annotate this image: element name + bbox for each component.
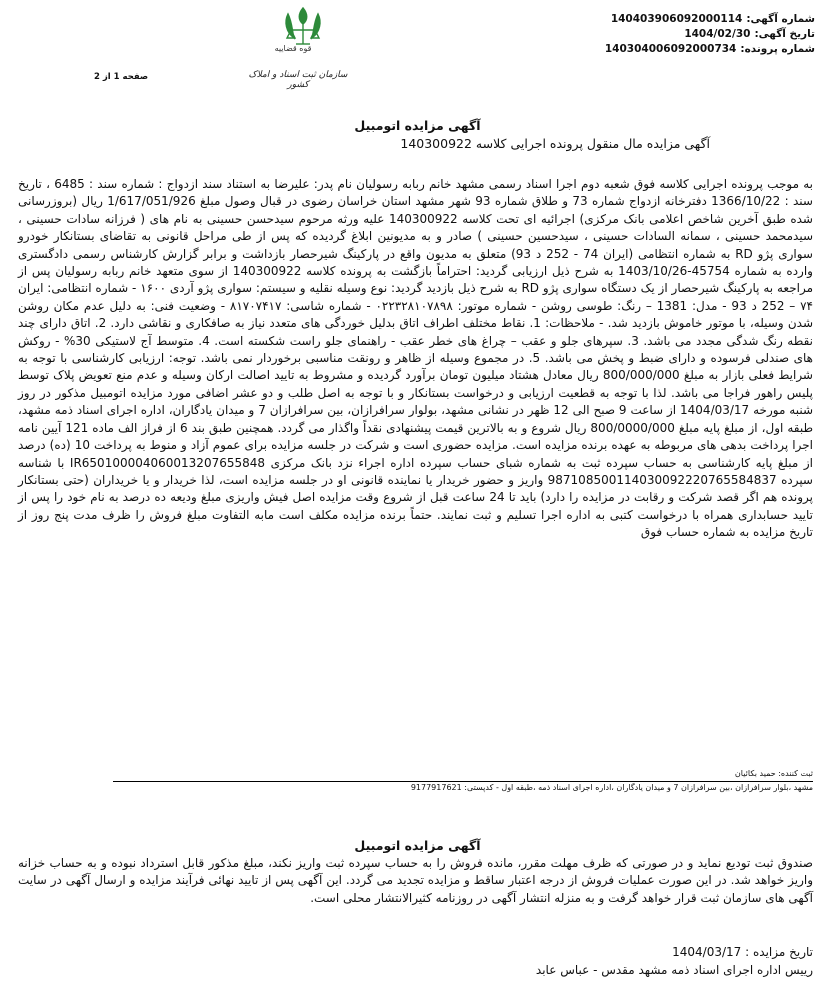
registrar-row bbox=[113, 768, 813, 782]
ad-number-label: شماره آگهی: bbox=[746, 13, 815, 25]
ad-number: 140403906092000114 bbox=[610, 13, 743, 25]
file-number-row bbox=[395, 42, 815, 57]
auction-date-label: تاریخ مزایده : bbox=[745, 945, 813, 959]
notice-metadata bbox=[395, 12, 815, 57]
registrar-block bbox=[113, 768, 813, 794]
ad-date-row bbox=[395, 27, 815, 42]
department-head: رییس اداره اجرای اسناد ذمه مشهد مقدس - عباس عابد bbox=[535, 963, 813, 977]
registrar-name: حمید بکائیان bbox=[734, 769, 776, 778]
notice-title: آگهی مزایده اتومبیل bbox=[354, 118, 481, 133]
notice-title-continued: آگهی مزایده اتومبیل bbox=[354, 838, 481, 853]
registrar-address: مشهد ،بلوار سرافرازان ،بین سرافرازان 7 و میدان یادگاران ،اداره اجرای اسناد ذمه ،طبقه اول - کدپستی: 9177917621 bbox=[410, 783, 813, 792]
page-number: صفحه 1 از 2 bbox=[94, 72, 149, 82]
ad-number-row bbox=[395, 12, 815, 27]
judiciary-label: قوه قضاییه bbox=[274, 44, 312, 53]
organization-name: سازمان ثبت اسناد و املاک کشور bbox=[248, 70, 348, 90]
notice-body-continued: صندوق ثبت تودیع نماید و در صورتی که ظرف مهلت مقرر، مانده فروش را به حساب سپرده ثبت واریز نکند، مبلغ مذکور قابل استرداد نبوده و به حساب خزانه واریز خواهد شد. در این صورت عملیات فروش از درجه اعتبار ساقط و مزایده تجدید می گردد. این آگهی پس از تایید نهائی فرآیند مزایده و ارسال آگهی در سایت آگهی های سازمان ثبت قرار خواهد گرفت و به منزله انتشار آگهی در روزنامه کثیرالانتشار محلی است. bbox=[18, 856, 813, 905]
file-number-label: شماره پرونده: bbox=[740, 43, 815, 55]
ad-date-label: تاریخ آگهی: bbox=[754, 28, 815, 40]
auction-date-row bbox=[672, 945, 813, 959]
auction-date: 1404/03/17 bbox=[672, 945, 742, 959]
ad-date: 1404/02/30 bbox=[684, 28, 751, 40]
file-number: 140304006092000734 bbox=[604, 43, 737, 55]
registrar-label: ثبت کننده: bbox=[778, 769, 813, 778]
notice-body: به موجب پرونده اجرایی کلاسه فوق شعبه دوم اجرا اسناد رسمی مشهد خانم ربابه رسولیان نام پدر: علیرضا به استناد سند ازدواج : شماره سند : 6485 ، تاریخ سند : 1366/10/22 دفترخانه ازدواج شماره 73 و طلاق شماره 93 شهر مشهد استان خراسان رضوی در قبال وصول مبلغ 1/617/051/926 ریال (بروزرسانی شده طبق آخرین شاخص اعلامی بانک مرکزی) اجرائیه ای تحت کلاسه 140300922 علیه ورثه مرحوم سیدحسن حسینی به نام های ( فرزانه سادات حسینی ، سیدمحمد حسینی ، سمانه السادات حسینی ، سیدحسین حسینی ) صادر و به مدیونین ابلاغ گردیده که پس از طی مراحل قانونی به تقاضای بستانکار خودرو سواری پژو RD به شماره انتظامی (ایران 74 - 252 د 93) متعلق به مدیون واقع در پارکینگ شیرحصار بازداشت و برابر گزارش کارشناس رسمی دادگستری وارده به شماره 45754-1403/10/26 به شرح ذیل ارزیابی گردید: احتراماً بازگشت به پرونده کلاسه 140300922 از سوی متعهد خانم ربابه رسولیان پس از مراجعه به پارکینگ شیرحصار از یک دستگاه سواری پژو RD به شرح ذیل بازدید گردید: نوع وسیله نقلیه و سیستم: سواری پژو آردی ۱۶۰۰ - شماره انتظامی: ایران ۷۴ – 252 د 93 - مدل: 1381 – رنگ: طوسی روشن - شماره موتور: ۰۲۲۳۲۸۱۰۷۸۹۸ - شماره شاسی: ۸۱۷۰۷۴۱۷ - وضعیت فنی: به دلیل عدم مکان روشن شدن وسیله، با موتور خاموش بازدید شد. - ملاحظات: 1. نقاط مختلف اطراف اتاق بدلیل خوردگی های متعدد نیاز به صافکاری و نقاشی دارد. 2. اتاق دارای چند نقطه رنگ شدگی مجدد می باشد. 3. سپرهای جلو و عقب – چراغ های خطر عقب - راهنمای جلو راست شکسته است. 4. متوسط آج لاستیکی 30% - روکش های صندلی فرسوده و دارای ضبط و پخش می باشد. 5. در مجموع وسیله از ظاهر و رونقت مناسبی برخوردار نمی باشد. توجه: ارزیابی کارشناسی با توجه به شرایط فعلی بازار به مبلغ 800/000/000 ریال معادل هشتاد میلیون تومان برآورد گردیده و مشروط به تایید اصالت ارکان وسیله و عدم منع تعویض پلاک توسط پلیس راهور فراجا می باشد. لذا با توجه به قطعیت ارزیابی و درخواست بستانکار و با توجه به اصل طلب و دو عشر اضافی مورد مزایده اتومبیل مذکور در روز شنبه مورخه 1404/03/17 از ساعت 9 صبح الی 12 ظهر در نشانی مشهد، بولوار سرافرازان، بین سرافرازان 7 و میدان یادگاران، اداره اجرای اسناد ذمه مشهد، طبقه اول، از مبلغ پایه مبلغ 800/0000/000 ریال شروع و به بالاترین قیمت پیشنهادی نقداً واگذار می گردد. همچنین طبق بند 6 از فراز الف ماده 121 آیین نامه اجرا پرداخت بدهی های مربوطه به عهده برنده مزایده است. مزایده حضوری است و شرکت در جلسه مزایده برای عموم آزاد و منوط به پرداخت 10 (ده) درصد از مبلغ پایه کارشناسی به حساب سپرده ثبت به شماره شبای حساب سپرده اداره اجراء نزد بانک مرکزی IR650100004060013207655848 با شناسه سپرده 987108500114030092220765584837 واریز و حضور خریدار یا نماینده قانونی او در جلسه مزایده است، لذا خریدار و یا خریداران (حتی بستانکار پرونده هم اگر قصد شرکت و رقابت در مزایده را دارد) باید تا 24 ساعت قبل از شروع وقت مزایده اصل فیش واریزی مبلغ ودیعه ده درصد به نام خود را پس از تایید حسابداری همراه با درخواست کتبی به اداره اجرا تسلیم و ثبت نمایند. حتماً برنده مزایده مکلف است مابه التفاوت مبلغ فروش را ظرف مدت پنج روز از تاریخ مزایده به شماره حساب فوق bbox=[18, 177, 814, 540]
notice-subtitle: آگهی مزایده مال منقول پرونده اجرایی کلاسه 140300922 bbox=[400, 136, 710, 151]
